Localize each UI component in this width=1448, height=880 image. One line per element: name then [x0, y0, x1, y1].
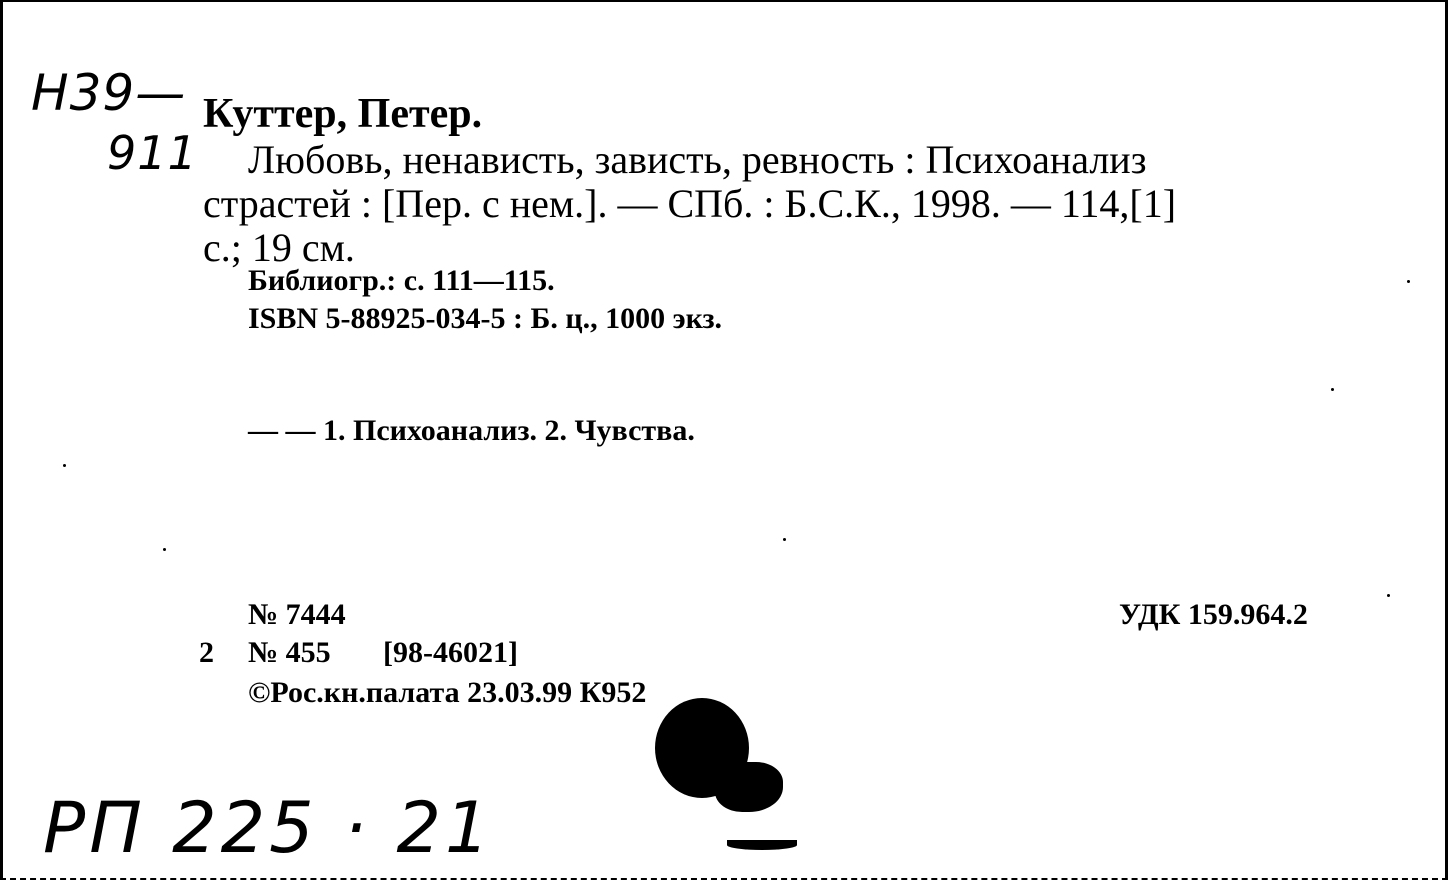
speck: [1331, 388, 1334, 391]
title-line-2: страстей : [Пер. с нем.]. — СПб. : Б.С.К., 1998. — 114,[1]: [203, 181, 1177, 226]
book-chamber-line: ©Рос.кн.палата 23.03.99 К952: [248, 676, 647, 709]
card-number: № 7444: [248, 598, 346, 631]
speck: [1387, 594, 1390, 597]
ink-blot-tail: [715, 762, 783, 812]
speck: [63, 464, 66, 467]
title-line-1: Любовь, ненависть, зависть, ревность : Психоанализ: [248, 137, 1147, 182]
shelf-mark-top: Н39—: [31, 64, 187, 122]
speck: [163, 548, 166, 551]
card-number-2: № 455: [248, 636, 331, 669]
note-isbn: ISBN 5-88925-034-5 : Б. ц., 1000 экз.: [248, 302, 723, 335]
author-heading: Куттер, Петер.: [203, 91, 483, 137]
speck: [783, 538, 786, 541]
registration-number: [98-46021]: [383, 636, 518, 669]
shelf-mark-sub: 911: [107, 126, 198, 180]
copies-count: 2: [199, 636, 214, 669]
note-bibliography: Библиогр.: с. 111—115.: [248, 264, 555, 297]
subject-headings: — — 1. Психоанализ. 2. Чувства.: [248, 414, 695, 447]
title-line-3: с.; 19 см.: [203, 225, 355, 270]
udc-code: УДК 159.964.2: [1119, 598, 1308, 631]
speck: [1407, 280, 1410, 283]
ink-smudge: [727, 840, 797, 850]
call-number: РП 225 · 21: [43, 787, 494, 869]
